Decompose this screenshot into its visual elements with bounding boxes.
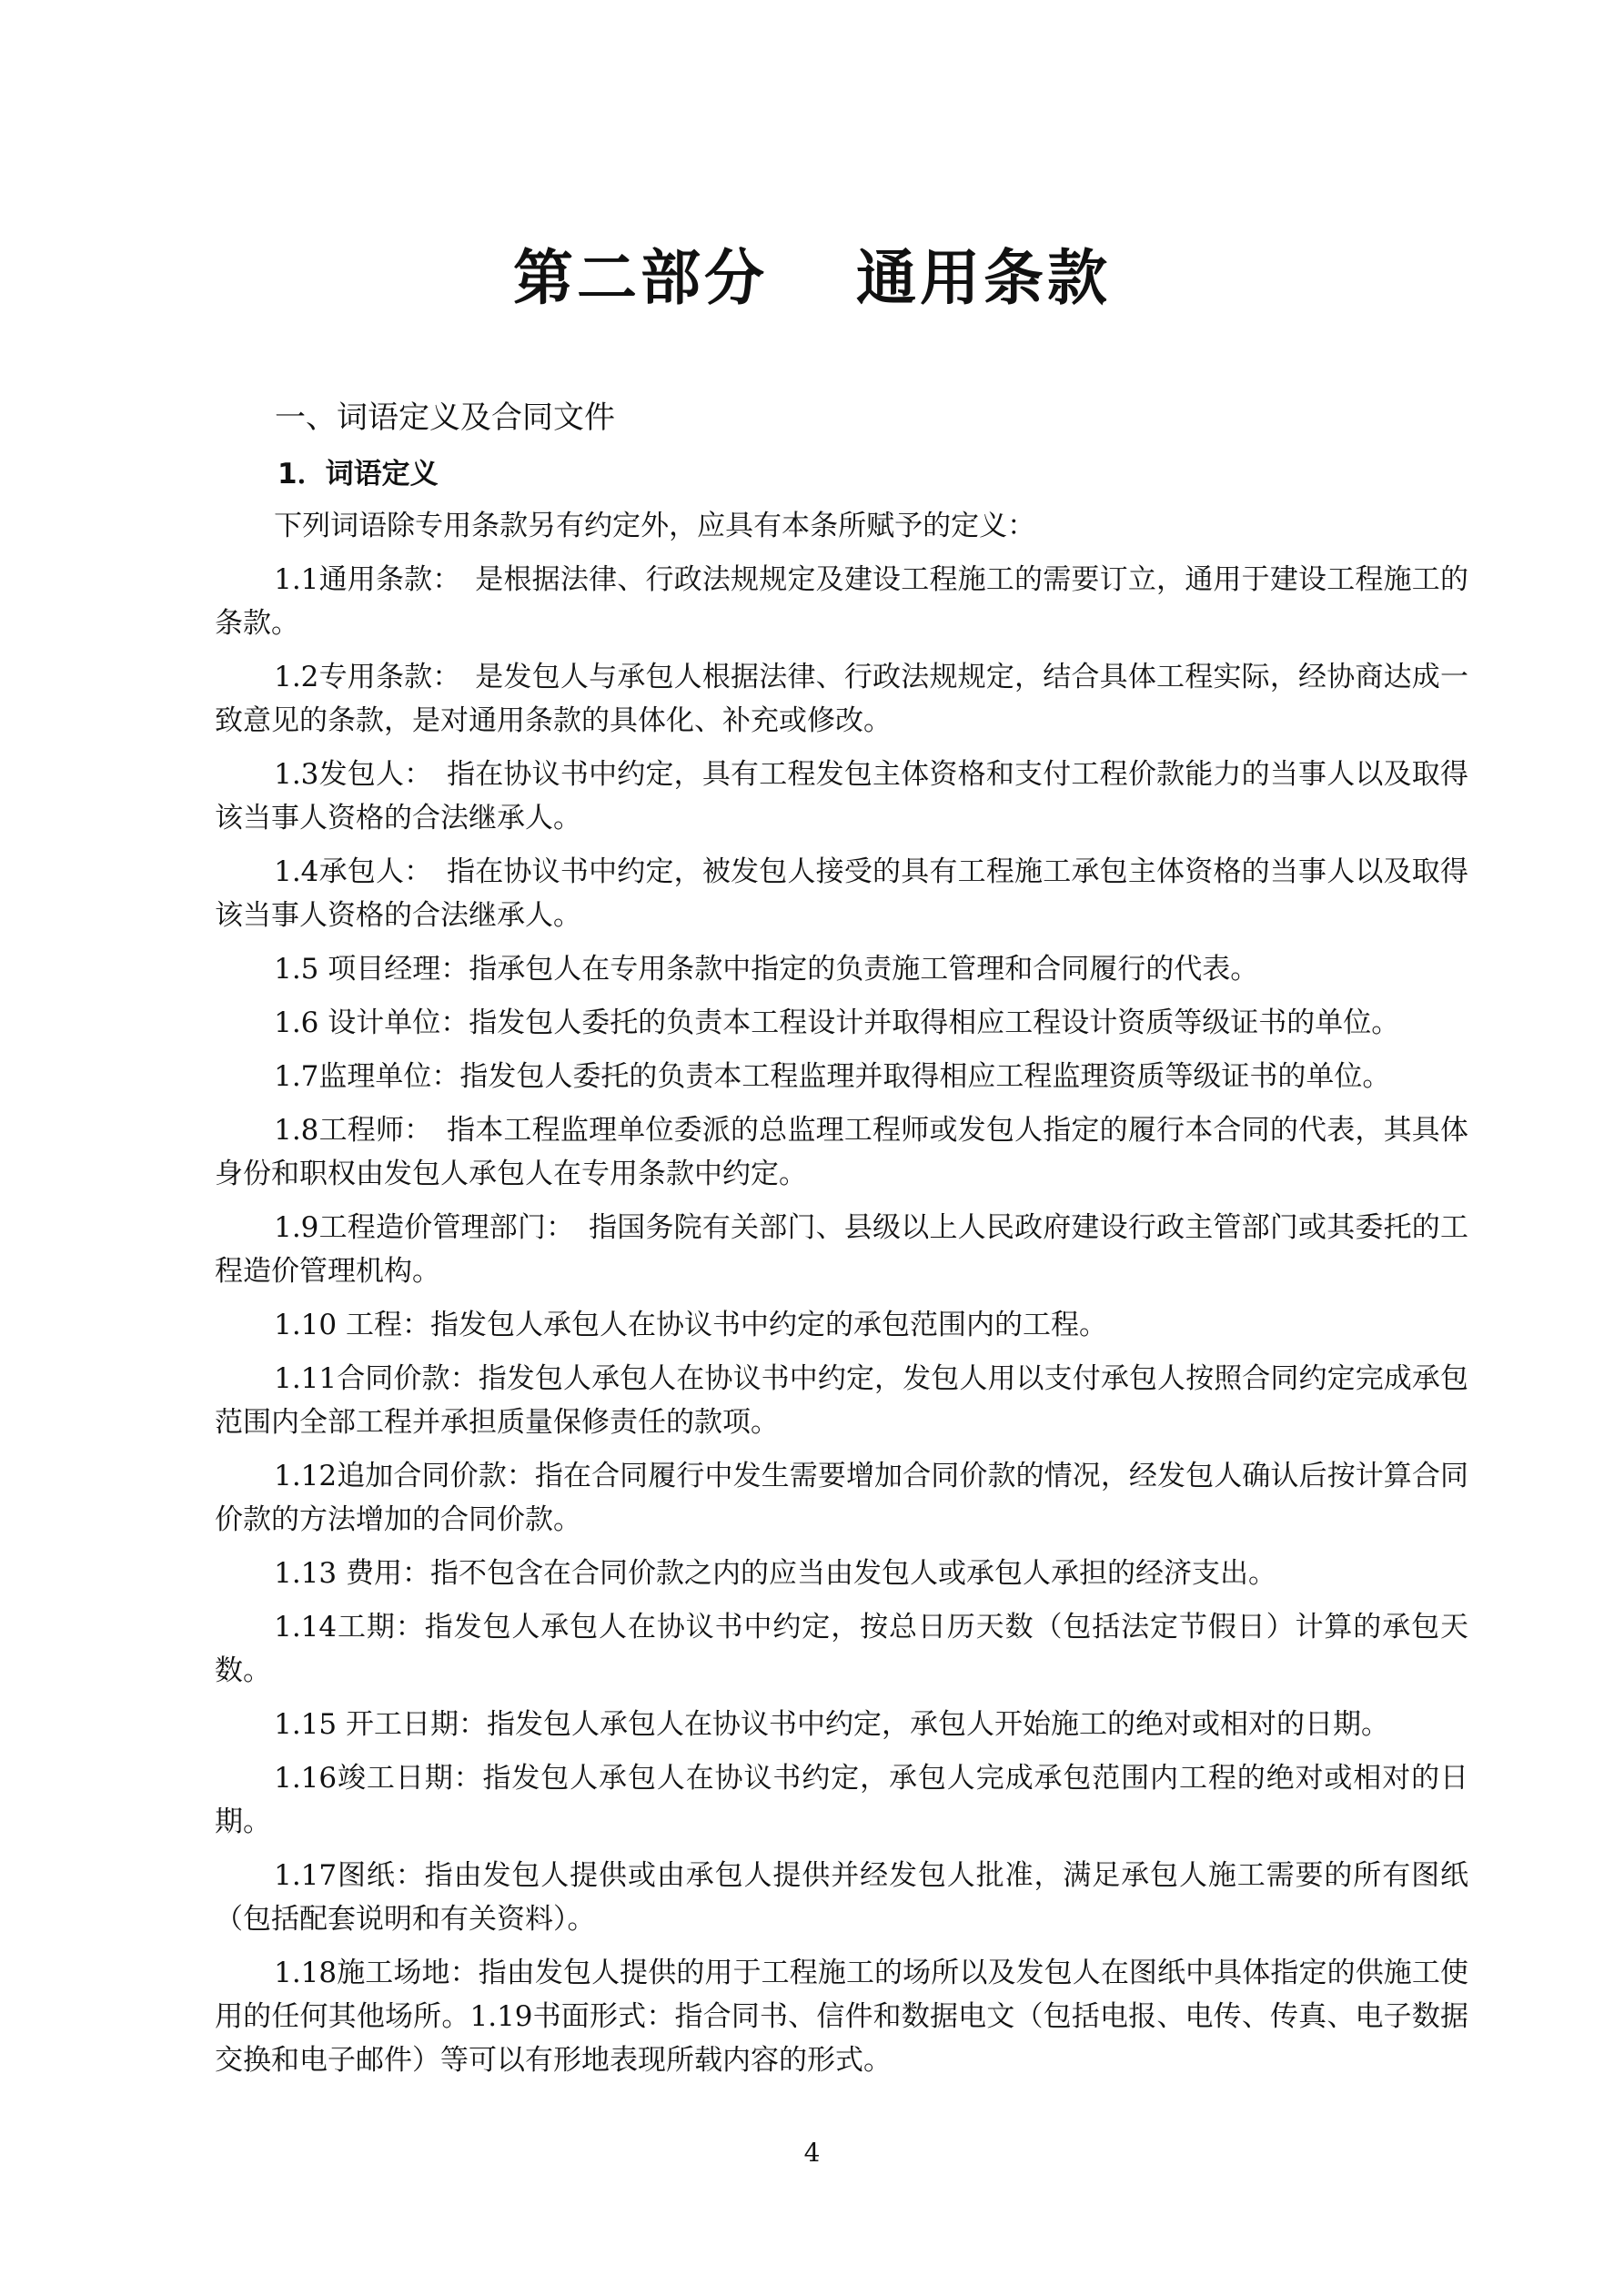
clause-1-11: 1.11合同价款：指发包人承包人在协议书中约定，发包人用以支付承包人按照合同约定完成承包范围内全部工程并承担质量保修责任的款项。: [215, 1362, 1468, 1439]
clause-1-2: 1.2专用条款： 是发包人与承包人根据法律、行政法规规定，结合具体工程实际，经协商达成一致意见的条款，是对通用条款的具体化、补充或修改。: [215, 661, 1468, 737]
clause-1-16: 1.16竣工日期：指发包人承包人在协议书约定，承包人完成承包范围内工程的绝对或相对的日期。: [215, 1762, 1468, 1838]
clause-1-7: 1.7监理单位：指发包人委托的负责本工程监理并取得相应工程监理资质等级证书的单位。: [274, 1060, 1391, 1093]
clause-1-14: 1.14工期：指发包人承包人在协议书中约定，按总日历天数（包括法定节假日）计算的承包天数。: [215, 1611, 1468, 1687]
subsection-heading: 1．词语定义: [277, 458, 439, 491]
clause-1-10: 1.10 工程：指发包人承包人在协议书中约定的承包范围内的工程。: [274, 1309, 1107, 1341]
clause-1-4: 1.4承包人： 指在协议书中约定，被发包人接受的具有工程施工承包主体资格的当事人以及取得该当事人资格的合法继承人。: [215, 855, 1468, 932]
clause-1-6: 1.6 设计单位：指发包人委托的负责本工程设计并取得相应工程设计资质等级证书的单位。: [274, 1006, 1400, 1039]
page-title: 第二部分 通用条款: [513, 243, 1111, 313]
clause-1-8: 1.8工程师： 指本工程监理单位委派的总监理工程师或发包人指定的履行本合同的代表，其具体身份和职权由发包人承包人在专用条款中约定。: [215, 1114, 1468, 1190]
clause-1-13: 1.13 费用：指不包含在合同价款之内的应当由发包人或承包人承担的经济支出。: [274, 1557, 1276, 1590]
clause-1-3: 1.3发包人： 指在协议书中约定，具有工程发包主体资格和支付工程价款能力的当事人以及取得该当事人资格的合法继承人。: [215, 758, 1468, 834]
clause-1-15: 1.15 开工日期：指发包人承包人在协议书中约定，承包人开始施工的绝对或相对的日期。: [274, 1708, 1389, 1741]
clause-1-9: 1.9工程造价管理部门： 指国务院有关部门、县级以上人民政府建设行政主管部门或其委托的工程造价管理机构。: [215, 1211, 1468, 1288]
clause-1-12: 1.12追加合同价款：指在合同履行中发生需要增加合同价款的情况，经发包人确认后按计算合同价款的方法增加的合同价款。: [215, 1460, 1468, 1536]
clause-1-18-1-19: 1.18施工场地：指由发包人提供的用于工程施工的场所以及发包人在图纸中具体指定的供施工使用的任何其他场所。1.19书面形式：指合同书、信件和数据电文（包括电报、电传、传真、电子数据交换和电子邮件）等可以有形地表现所载内容的形式。: [215, 1957, 1468, 2077]
page-number: 4: [803, 2138, 821, 2168]
section-heading: 一、词语定义及合同文件: [275, 400, 615, 436]
paragraph-intro: 下列词语除专用条款另有约定外，应具有本条所赋予的定义：: [274, 510, 1036, 542]
clause-1-17: 1.17图纸：指由发包人提供或由承包人提供并经发包人批准，满足承包人施工需要的所有图纸（包括配套说明和有关资料）。: [215, 1859, 1468, 1936]
clause-1-5: 1.5 项目经理：指承包人在专用条款中指定的负责施工管理和合同履行的代表。: [274, 953, 1259, 986]
clause-1-1: 1.1通用条款： 是根据法律、行政法规规定及建设工程施工的需要订立，通用于建设工程施工的条款。: [215, 563, 1468, 640]
document-body: [215, 504, 1468, 2082]
